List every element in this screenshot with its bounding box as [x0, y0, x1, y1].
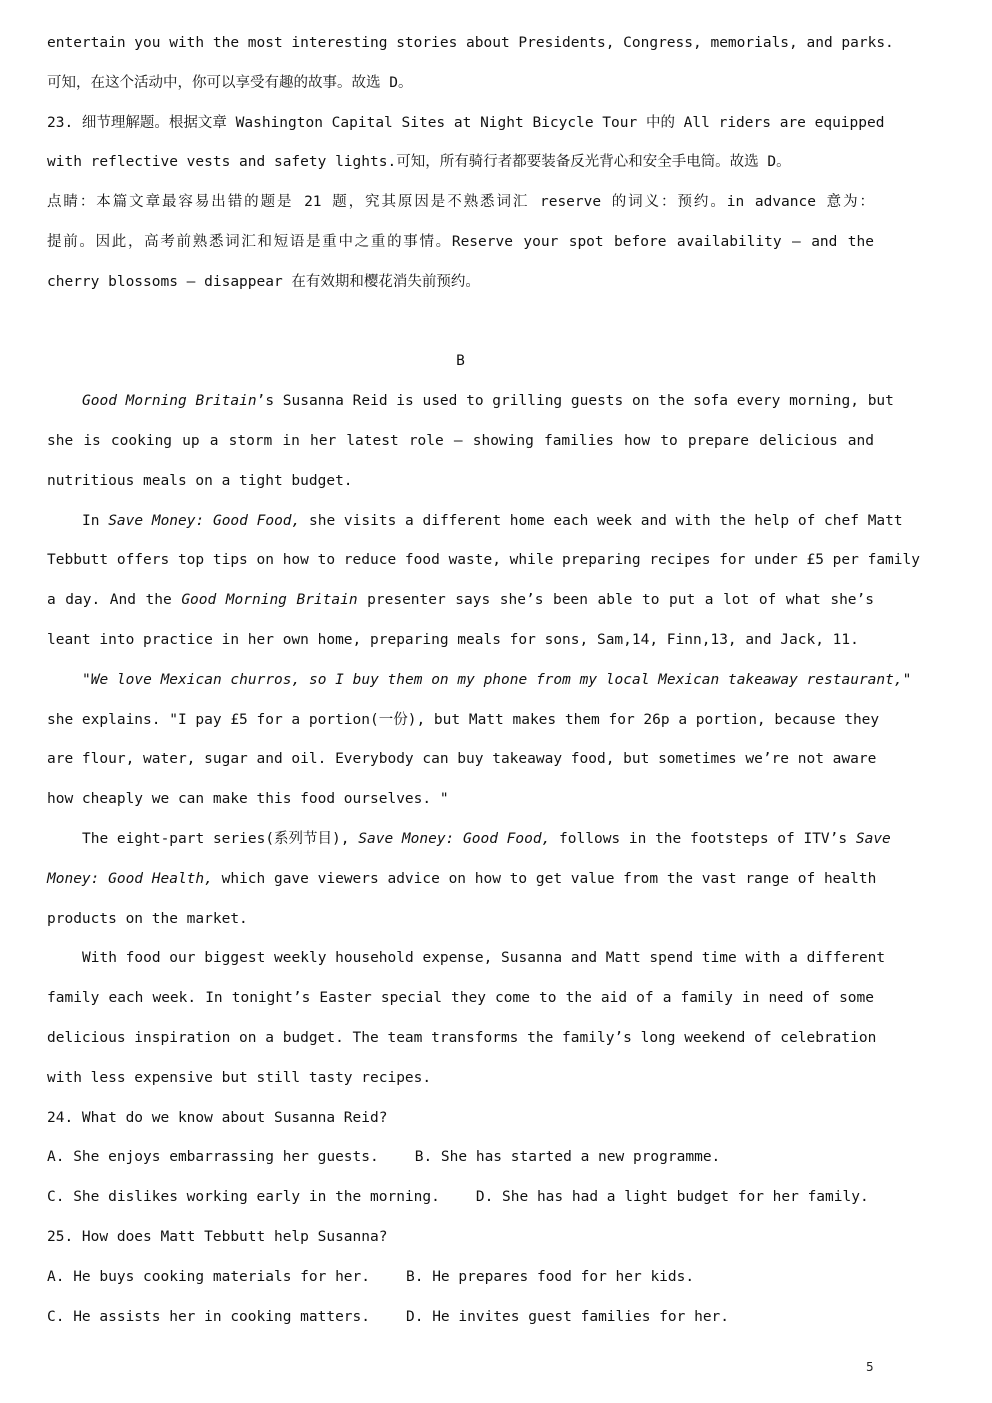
text-line: how cheaply we can make this food ourselves. " [47, 791, 449, 808]
show-title: Good Morning Britain [181, 592, 358, 609]
paragraph-3 [47, 661, 912, 820]
text-line: family each week. In tonight’s Easter special they come to the aid of a family in need of some [47, 990, 874, 1007]
text-line: Tebbutt offers top tips on how to reduce food waste, while preparing recipes for under £5 per family [47, 552, 920, 569]
text-line: products on the market. [47, 910, 248, 927]
show-title: Save [855, 830, 891, 847]
spacer [47, 303, 874, 343]
option-row [47, 1258, 874, 1298]
show-title: Money: Good Health, [47, 870, 213, 887]
text-line: "We love Mexican churros, so I buy them on my phone from my local Mexican takeaway restaurant," [82, 671, 912, 688]
text-line: she is cooking up a storm in her latest role — showing families how to prepare delicious and [47, 432, 874, 449]
question-24 [47, 1099, 874, 1218]
option-c: C. He assists her in cooking matters. [47, 1308, 371, 1325]
text-line: In Save Money: Good Food, she visits a different home each week and with the help of chef Matt [82, 512, 903, 529]
option-d: D. She has had a light budget for her family. [475, 1189, 869, 1206]
text-line: The eight-part series(系列节目), Save Money: Good Food, follows in the footsteps of ITV’s Save [82, 830, 891, 847]
text-line: Good Morning Britain’s Susanna Reid is used to grilling guests on the sofa every morning, but [82, 393, 894, 410]
option-b: B. He prepares food for her kids. [406, 1268, 695, 1285]
answer-explanations [47, 24, 894, 303]
q23-explanation-line: with reflective vests and safety lights.可知，所有骑行者都要装备反光背心和安全手电筒。故选 D。 [47, 154, 791, 171]
option-a: A. He buys cooking materials for her. [47, 1268, 371, 1285]
passage-b [47, 382, 920, 1098]
show-title: Good Morning Britain [82, 393, 257, 410]
text-line: nutritious meals on a tight budget. [47, 472, 353, 489]
tip-line: cherry blossoms — disappear 在有效期和樱花消失前预约。 [47, 273, 480, 290]
question-25 [47, 1218, 874, 1337]
show-title: Save Money: Good Food, [358, 830, 551, 847]
paragraph-1 [47, 382, 894, 501]
q23-explanation-line: 23. 细节理解题。根据文章 Washington Capital Sites at Night Bicycle Tour 中的 All riders are equipped [47, 114, 885, 131]
question-stem: 25. How does Matt Tebbutt help Susanna? [47, 1228, 388, 1245]
show-title: Save Money: Good Food, [108, 512, 301, 529]
option-row [47, 1138, 874, 1178]
text-line: With food our biggest weekly household expense, Susanna and Matt spend time with a different [82, 950, 886, 967]
option-a: A. She enjoys embarrassing her guests. [47, 1149, 379, 1166]
option-b: B. She has started a new programme. [414, 1149, 721, 1166]
paragraph-4 [47, 820, 891, 939]
option-row [47, 1178, 874, 1218]
tip-line: 点睛：本篇文章最容易出错的题是 21 题，究其原因是不熟悉词汇 reserve 的词义：预约。in advance 意为： [47, 194, 874, 211]
text-line: are flour, water, sugar and oil. Everybody can buy takeaway food, but sometimes we’re not aware [47, 751, 877, 768]
text-line: she explains. "I pay £5 for a portion(一份), but Matt makes them for 26p a portion, because they [47, 711, 880, 728]
text-line: a day. And the Good Morning Britain presenter says she’s been able to put a lot of what she’s [47, 592, 874, 609]
tip-line: 提前。因此，高考前熟悉词汇和短语是重中之重的事情。Reserve your spot before availability — and the [47, 233, 874, 250]
option-row [47, 1298, 874, 1338]
paragraph-5 [47, 939, 886, 1098]
question-stem: 24. What do we know about Susanna Reid? [47, 1109, 388, 1126]
text-line: with less expensive but still tasty recipes. [47, 1069, 432, 1086]
option-c: C. She dislikes working early in the morning. [47, 1189, 440, 1206]
text-line: delicious inspiration on a budget. The team transforms the family’s long weekend of celebration [47, 1029, 877, 1046]
text-line: leant into practice in her own home, preparing meals for sons, Sam,14, Finn,13, and Jack, 11. [47, 631, 859, 648]
text-line: Money: Good Health, which gave viewers advice on how to get value from the vast range of health [47, 870, 877, 887]
text-line: 可知，在这个活动中，你可以享受有趣的故事。故选 D。 [47, 74, 413, 91]
section-label: B [456, 353, 465, 370]
option-d: D. He invites guest families for her. [406, 1308, 730, 1325]
page-number: 5 [866, 1360, 874, 1374]
paragraph-2 [47, 502, 920, 661]
document-page [47, 24, 920, 1337]
text-line: entertain you with the most interesting stories about Presidents, Congress, memorials, and parks. [47, 35, 894, 51]
